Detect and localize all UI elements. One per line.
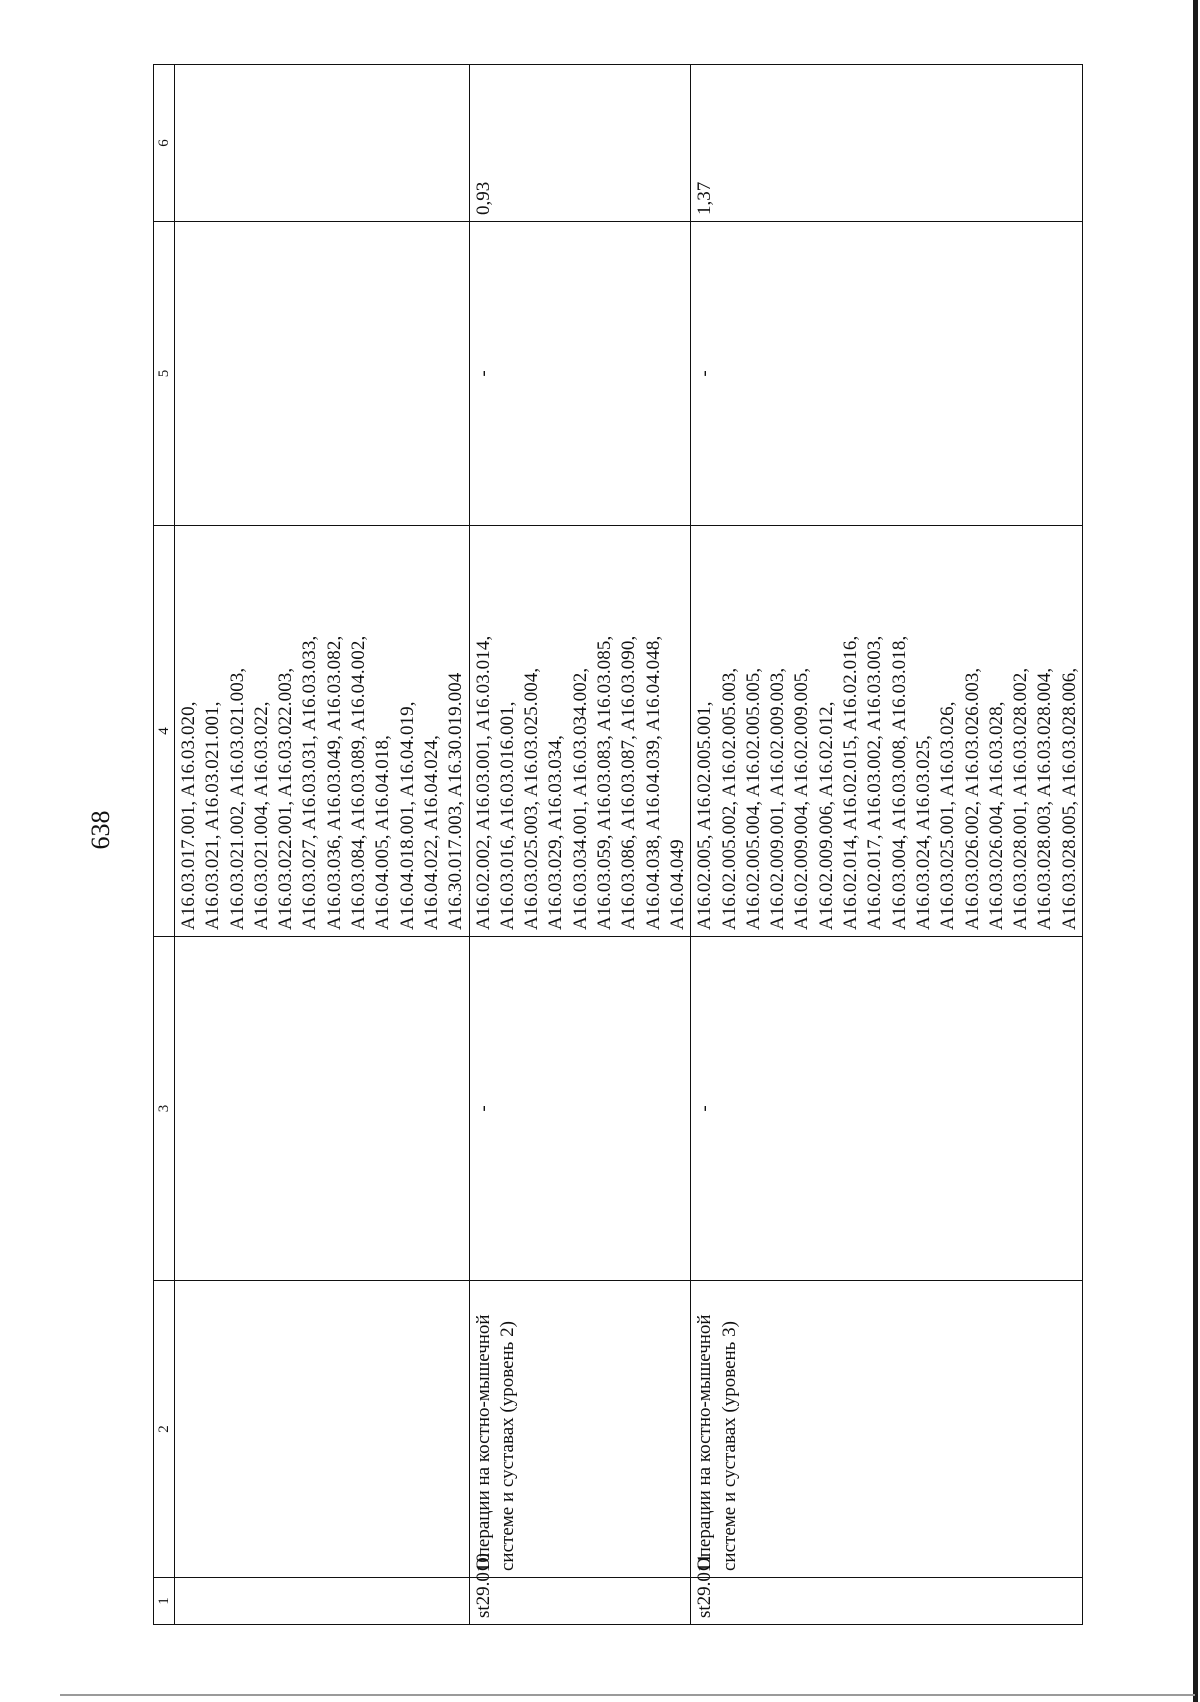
cell-col5 xyxy=(175,222,470,526)
cell-col3: - xyxy=(691,937,1083,1281)
tariff-table xyxy=(153,64,1083,1625)
header-cell-6: 6 xyxy=(154,65,175,222)
header-cell-5: 5 xyxy=(154,222,175,526)
cell-code: st29.011 xyxy=(691,1578,1083,1625)
header-cell-1: 1 xyxy=(154,1578,175,1625)
table-row xyxy=(175,65,470,1625)
table-row xyxy=(691,65,1083,1625)
cell-col5: - xyxy=(469,222,691,526)
table-row xyxy=(469,65,691,1625)
scan-right-edge xyxy=(1193,0,1198,1702)
cell-services: A16.03.017.001, A16.03.020, A16.03.021, A16.03.021.001, A16.03.021.002, A16.03.021.003, A16.03.021.004, A16.03.022, A16.03.022.001, A16.03.022.003, A16.03.027, A16.03.031, A16.03.033, A16.03.036, A16.03.049, A16.03.082, A16.03.084, A16.03.089, A16.04.002, A16.04.005, A16.04.018, A16.04.018.001, A16.04.019, A16.04.022, A16.04.024, A16.30.017.003, A16.30.019.004 xyxy=(175,526,470,937)
cell-services: A16.02.002, A16.03.001, A16.03.014, A16.03.016, A16.03.016.001, A16.03.025.003, A16.03.025.004, A16.03.029, A16.03.034, A16.03.034.001, A16.03.034.002, A16.03.059, A16.03.083, A16.03.085, A16.03.086, A16.03.087, A16.03.090, A16.04.038, A16.04.039, A16.04.048, A16.04.049 xyxy=(469,526,691,937)
cell-col3 xyxy=(175,937,470,1281)
header-cell-4: 4 xyxy=(154,526,175,937)
cell-coef: 1,37 xyxy=(691,65,1083,222)
rotated-table-container xyxy=(153,65,1080,1625)
cell-col5: - xyxy=(691,222,1083,526)
cell-name: Операции на костно-мышечной системе и суставах (уровень 2) xyxy=(469,1281,691,1578)
scan-bottom-edge xyxy=(60,1694,1195,1696)
header-row xyxy=(154,65,175,1625)
cell-name: Операции на костно-мышечной системе и суставах (уровень 3) xyxy=(691,1281,1083,1578)
cell-name xyxy=(175,1281,470,1578)
page-number-text: 638 xyxy=(86,810,115,850)
cell-code xyxy=(175,1578,470,1625)
header-cell-2: 2 xyxy=(154,1281,175,1578)
header-cell-3: 3 xyxy=(154,937,175,1281)
cell-col3: - xyxy=(469,937,691,1281)
cell-coef: 0,93 xyxy=(469,65,691,222)
cell-services: A16.02.005, A16.02.005.001, A16.02.005.002, A16.02.005.003, A16.02.005.004, A16.02.005.005, A16.02.009.001, A16.02.009.003, A16.02.009.004, A16.02.009.005, A16.02.009.006, A16.02.012, A16.02.014, A16.02.015, A16.02.016, A16.02.017, A16.03.002, A16.03.003, A16.03.004, A16.03.008, A16.03.018, A16.03.024, A16.03.025, A16.03.025.001, A16.03.026, A16.03.026.002, A16.03.026.003, A16.03.026.004, A16.03.028, A16.03.028.001, A16.03.028.002, A16.03.028.003, A16.03.028.004, A16.03.028.005, A16.03.028.006, xyxy=(691,526,1083,937)
cell-code: st29.010 xyxy=(469,1578,691,1625)
cell-coef xyxy=(175,65,470,222)
